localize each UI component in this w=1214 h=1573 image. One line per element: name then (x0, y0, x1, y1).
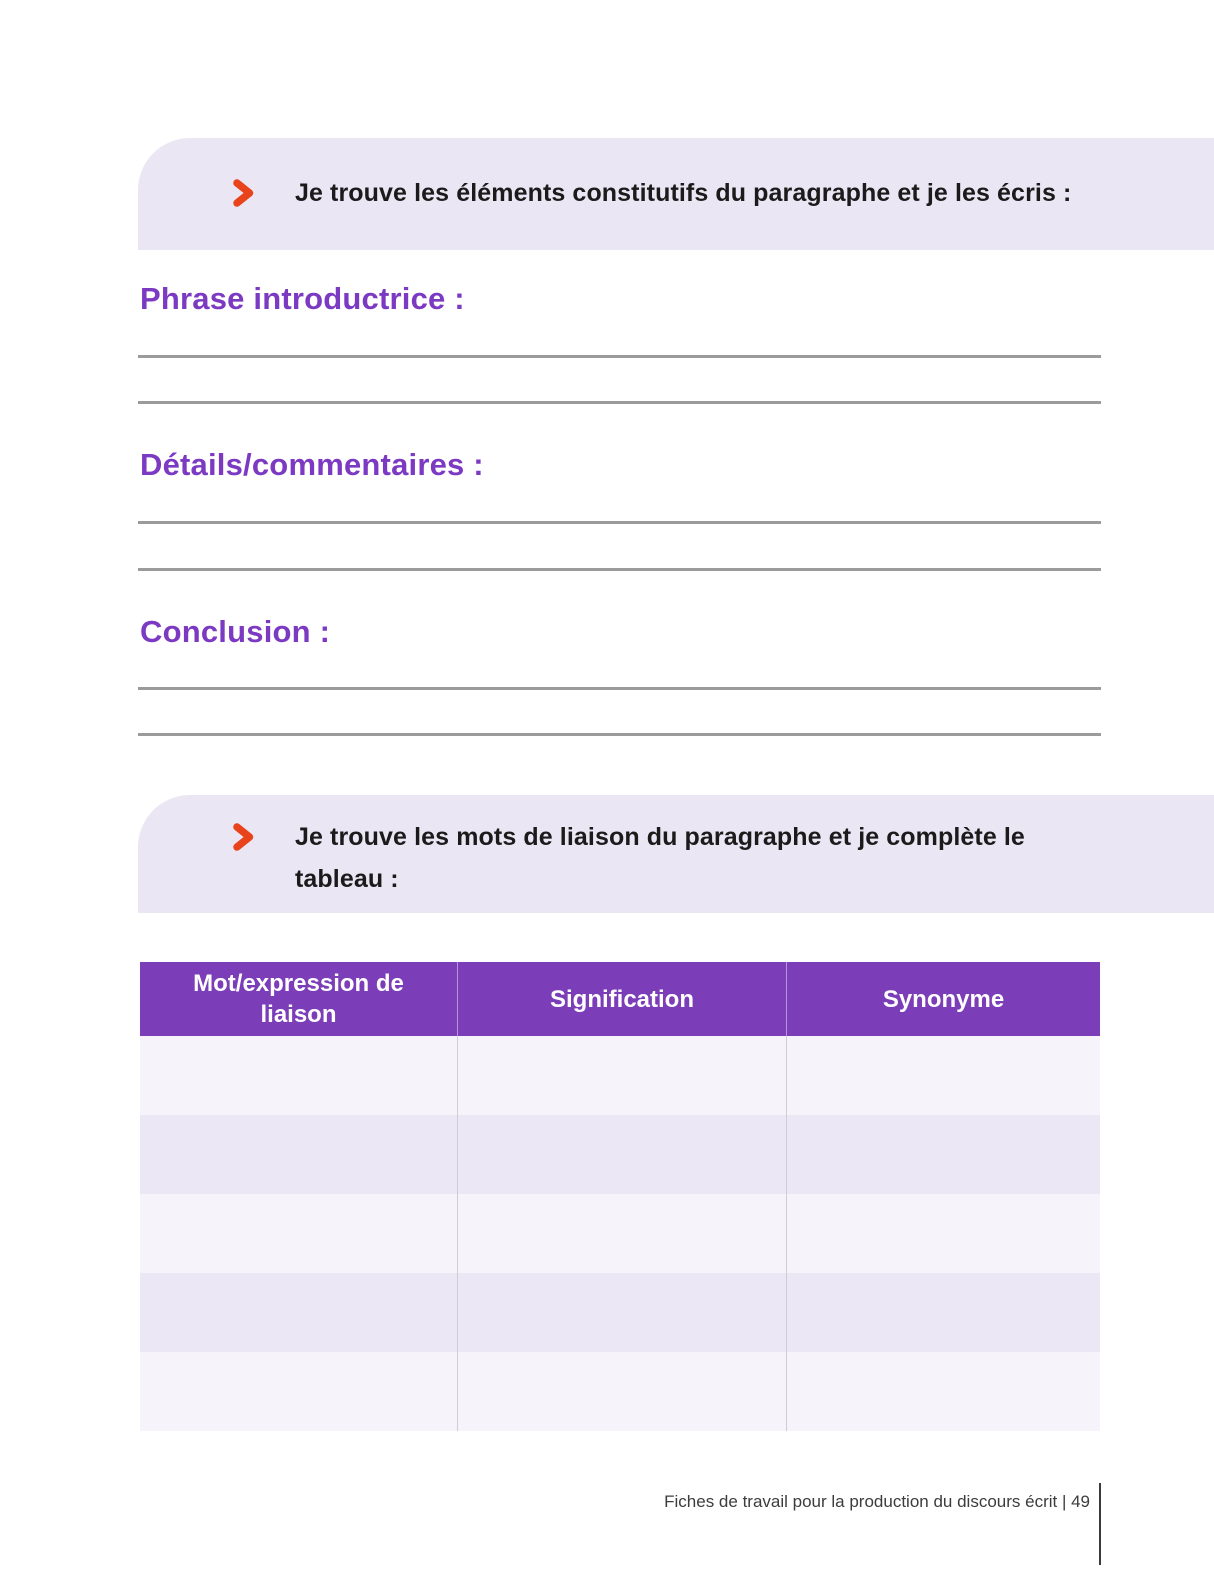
table-cell (787, 1194, 1100, 1273)
table-cell (140, 1036, 458, 1115)
chevron-right-icon (232, 179, 255, 207)
instruction-banner-2 (138, 795, 1214, 913)
table-cell (458, 1352, 787, 1431)
table-body (140, 1036, 1100, 1431)
instruction-text: Je trouve les éléments constitutifs du paragraphe et je les écris : (295, 179, 1072, 207)
table-header-row (140, 962, 1100, 1036)
writing-line (138, 568, 1101, 571)
writing-line (138, 355, 1101, 358)
writing-line (138, 401, 1101, 404)
instruction-banner-1-content (138, 138, 1214, 250)
table-cell (140, 1273, 458, 1352)
section-heading-details-commentaires: Détails/commentaires : (140, 447, 484, 482)
table-header-signification: Signification (458, 962, 787, 1036)
table-row (140, 1194, 1100, 1273)
table-cell (140, 1194, 458, 1273)
instruction-banner-1 (138, 138, 1214, 250)
table-row (140, 1115, 1100, 1194)
writing-line (138, 521, 1101, 524)
table-header-synonyme: Synonyme (882, 985, 1005, 1013)
table-cell (458, 1194, 787, 1273)
page-footer: Fiches de travail pour la production du discours écrit | 49 (664, 1492, 1090, 1511)
table-cell (140, 1352, 458, 1431)
table-row (140, 1352, 1100, 1431)
table-cell (787, 1115, 1100, 1194)
table-row (140, 1036, 1100, 1115)
writing-line (138, 733, 1101, 736)
section-heading-conclusion: Conclusion : (140, 614, 331, 649)
footer-vertical-rule (1099, 1483, 1101, 1565)
table-header-mot-expression: Mot/expression de liaison (140, 962, 458, 1036)
chevron-right-icon (232, 823, 255, 851)
table-cell (787, 1036, 1100, 1115)
table-cell (787, 1352, 1100, 1431)
instruction-banner-2-content (138, 795, 1214, 913)
section-heading-phrase-introductrice: Phrase introductrice : (140, 281, 465, 316)
instruction-text: Je trouve les mots de liaison du paragraphe et je complète le tableau : (295, 823, 1025, 893)
table-cell (458, 1036, 787, 1115)
table-cell (140, 1115, 458, 1194)
liaison-table (140, 962, 1100, 1431)
writing-line (138, 687, 1101, 690)
table-cell (458, 1115, 787, 1194)
table-cell (458, 1273, 787, 1352)
table-row (140, 1273, 1100, 1352)
table-cell (787, 1273, 1100, 1352)
